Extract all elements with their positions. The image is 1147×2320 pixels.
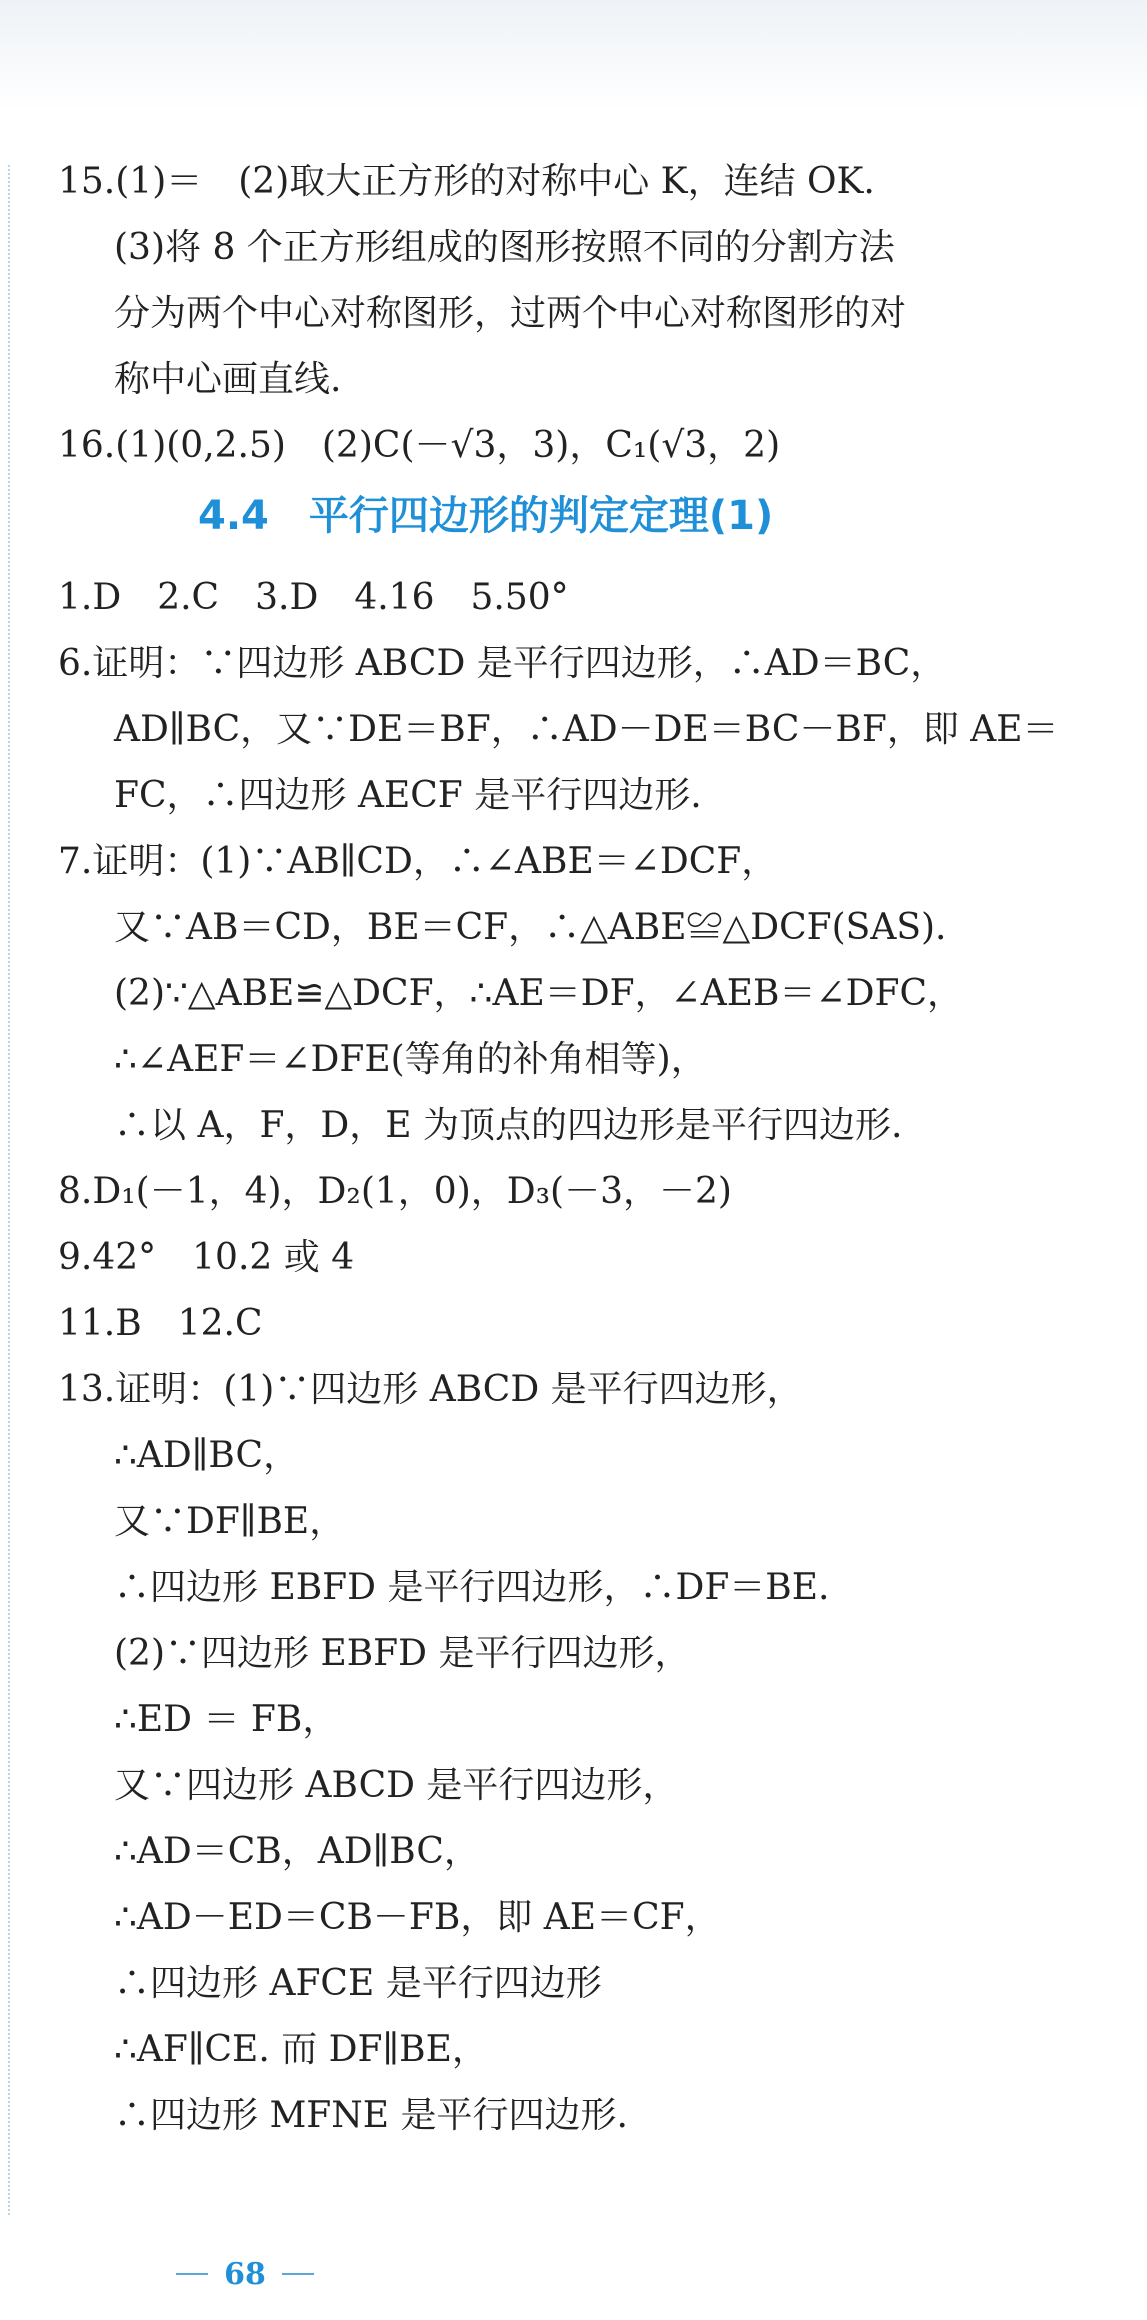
answer-line-7-cont: 又∵AB＝CD，BE＝CF，∴△ABE≌△DCF(SAS).	[114, 907, 947, 948]
answer-line-15-cont: (3)将 8 个正方形组成的图形按照不同的分割方法	[114, 227, 895, 268]
answer-line-7-cont: (2)∵△ABE≌△DCF，∴AE＝DF，∠AEB＝∠DFC，	[114, 973, 964, 1014]
answer-content	[58, 160, 1098, 2160]
section-title: 平行四边形的判定定理(1)	[308, 493, 774, 539]
footer-dash-right	[282, 2273, 314, 2275]
answer-line-13-cont: ∴AD＝CB，AD∥BC，	[114, 1831, 480, 1872]
section-heading	[58, 490, 1098, 542]
answer-line-11-12: 11.B 12.C	[58, 1303, 263, 1344]
answer-line-7-cont: ∴以 A，F，D，E 为顶点的四边形是平行四边形.	[114, 1105, 903, 1146]
answer-line-15-cont: 称中心画直线.	[114, 359, 342, 400]
answer-line-13-cont: ∴AD－ED＝CB－FB，即 AE＝CF，	[114, 1897, 721, 1938]
answer-line-15-cont: 分为两个中心对称图形，过两个中心对称图形的对	[114, 293, 907, 334]
margin-dotted-rule	[8, 165, 10, 2215]
answer-line-13-cont: ∴四边形 AFCE 是平行四边形	[114, 1963, 602, 2004]
answer-line-15: 15.(1)＝ (2)取大正方形的对称中心 K，连结 OK.	[58, 161, 875, 202]
answer-line-9-10: 9.42° 10.2 或 4	[58, 1237, 355, 1278]
answer-line-8: 8.D₁(－1，4)，D₂(1，0)，D₃(－3，－2)	[58, 1171, 732, 1212]
page-number: 68	[224, 2256, 266, 2292]
footer-dash-left	[176, 2273, 208, 2275]
answer-line-13-cont: (2)∵四边形 EBFD 是平行四边形，	[114, 1633, 691, 1674]
answer-line-7-cont: ∴∠AEF＝∠DFE(等角的补角相等)，	[114, 1039, 707, 1080]
answer-line-6: 6.证明：∵四边形 ABCD 是平行四边形，∴AD＝BC，	[58, 643, 947, 684]
answer-line-13-cont: 又∵四边形 ABCD 是平行四边形，	[114, 1765, 679, 1806]
answer-line-13: 13.证明：(1)∵四边形 ABCD 是平行四边形，	[58, 1369, 803, 1410]
answer-line-13-cont: 又∵DF∥BE，	[114, 1501, 346, 1542]
answer-line-13-cont: ∴四边形 EBFD 是平行四边形，∴DF＝BE.	[114, 1567, 830, 1608]
answer-line-13-cont: ∴ED ＝ FB，	[114, 1699, 339, 1740]
answer-line-13-cont: ∴AF∥CE. 而 DF∥BE，	[114, 2029, 488, 2070]
answer-line-1-5: 1.D 2.C 3.D 4.16 5.50°	[58, 577, 569, 618]
answer-line-13-cont: ∴四边形 MFNE 是平行四边形.	[114, 2095, 628, 2136]
page-footer	[170, 2254, 320, 2294]
answer-line-6-cont: FC，∴四边形 AECF 是平行四边形.	[114, 775, 702, 816]
section-number: 4.4	[198, 493, 269, 539]
answer-line-6-cont: AD∥BC，又∵DE＝BF，∴AD－DE＝BC－BF，即 AE＝	[114, 709, 1059, 750]
answer-line-7: 7.证明：(1)∵AB∥CD，∴∠ABE＝∠DCF，	[58, 841, 778, 882]
answer-line-13-cont: ∴AD∥BC，	[114, 1435, 300, 1476]
page-top-band	[0, 0, 1147, 110]
answer-line-16: 16.(1)(0,2.5) (2)C(－√3，3)，C₁(√3，2)	[58, 425, 781, 466]
